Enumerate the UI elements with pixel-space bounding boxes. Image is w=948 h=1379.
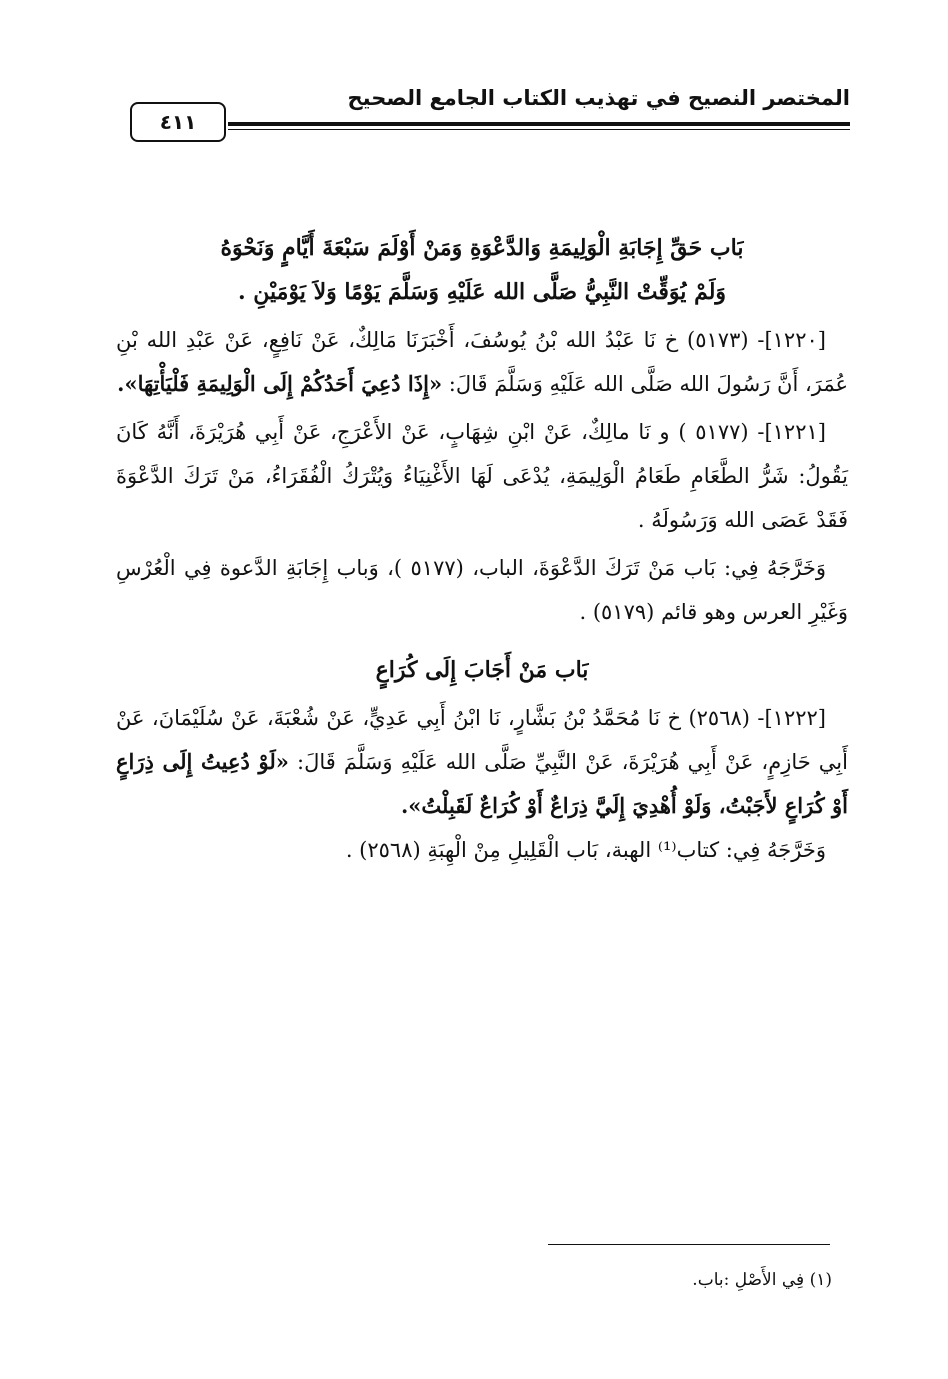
hadith-1222 [116, 696, 848, 828]
header-rule-thick [228, 122, 850, 126]
footnote-divider [548, 1244, 830, 1245]
takhrij-note: وَخَرَّجَهُ فِي: بَاب مَنْ تَرَكَ الدَّعْوَةَ، الباب، (٥١٧٧ )، وَباب إِجَابَةِ الدَّعوة فِي الْعُرْسِ وَغَيْرِ العرس وهو قائم (٥١٧٩) . [116, 556, 848, 624]
section-heading-line2: وَلَمْ يُوَقِّتْ النَّبِيُّ صَلَّى الله عَلَيْهِ وَسَلَّمَ يَوْمًا وَلاَ يَوْمَيْنِ . [237, 279, 727, 305]
hadith-1221 [116, 410, 848, 542]
takhrij-note: وَخَرَّجَهُ فِي: كتاب⁽¹⁾ الهبة، بَاب الْقَلِيلِ مِنْ الْهِبَةِ (٢٥٦٨) . [345, 838, 826, 862]
hadith-isnad: خ نَا مُحَمَّدُ بْنُ بَشَّارٍ، نَا ابْنُ أَبِي عَدِيٍّ، عَنْ شُعْبَةَ، عَنْ سُلَيْمَانَ، عَنْ أَبِي حَازِمٍ، عَنْ أَبِي هُرَيْرَةَ، عَنْ النَّبِيِّ صَلَّى الله عَلَيْهِ وَسَلَّمَ قَالَ: [116, 706, 848, 774]
page-content [116, 226, 848, 872]
hadith-number: [١٢٢٢]- (٢٥٦٨) [688, 706, 826, 730]
book-title: المختصر النصيح في تهذيب الكتاب الجامع الصحيح [347, 86, 850, 110]
hadith-matn: «إِذَا دُعِيَ أَحَدُكُمْ إِلَى الْوَلِيمَةِ فَلْيَأْتِهَا». [117, 371, 443, 396]
hadith-number: [١٢٢١]- (٥١٧٧ ) [678, 420, 826, 444]
hadith-matn: «لَوْ دُعِيتُ إِلَى ذِرَاعٍ أَوْ كُرَاعٍ لأَجَبْتُ، وَلَوْ أُهْدِيَ إِلَيَّ ذِرَاعٌ أَوْ كُرَاعٌ لَقَبِلْتُ». [116, 749, 848, 818]
section-heading-line1: بَاب حَقِّ إِجَابَةِ الْوَلِيمَةِ وَالدَّعْوَةِ وَمَنْ أَوْلَمَ سَبْعَةَ أَيَّامٍ وَنَحْوَهُ [220, 235, 744, 261]
footnote: (١) فِي الأَصْلِ :باب. [692, 1270, 832, 1290]
hadith-number: [١٢٢٠]- (٥١٧٣) [687, 328, 826, 352]
page-number: ٤١١ [130, 102, 226, 142]
hadith-isnad: خ نَا عَبْدُ الله بْنُ يُوسُفَ، أَخْبَرَنَا مَالِكٌ، عَنْ نَافِعٍ، عَنْ عَبْدِ الله بْنِ عُمَرَ، أَنَّ رَسُولَ الله صَلَّى الله عَلَيْهِ وَسَلَّمَ قَالَ: [116, 328, 848, 396]
hadith-text: و نَا مالِكٌ، عَنْ ابْنِ شِهَابٍ، عَنْ الأَعْرَجِ، عَنْ أَبِي هُرَيْرَةَ، أَنَّهُ كَانَ يَقُولُ: شَرُّ الطَّعَامِ طَعَامُ الْوَلِيمَةِ، يُدْعَى لَهَا الأَغْنِيَاءُ وَيُتْرَكُ الْفُقَرَاءُ، مَنْ تَرَكَ الدَّعْوَةَ فَقَدْ عَصَى الله وَرَسُولَهُ . [116, 420, 848, 532]
header-rule-thin [228, 129, 850, 130]
section-heading: بَاب مَنْ أَجَابَ إِلَى كُرَاعٍ [375, 657, 589, 683]
running-header [128, 82, 850, 146]
hadith-1220 [116, 318, 848, 406]
